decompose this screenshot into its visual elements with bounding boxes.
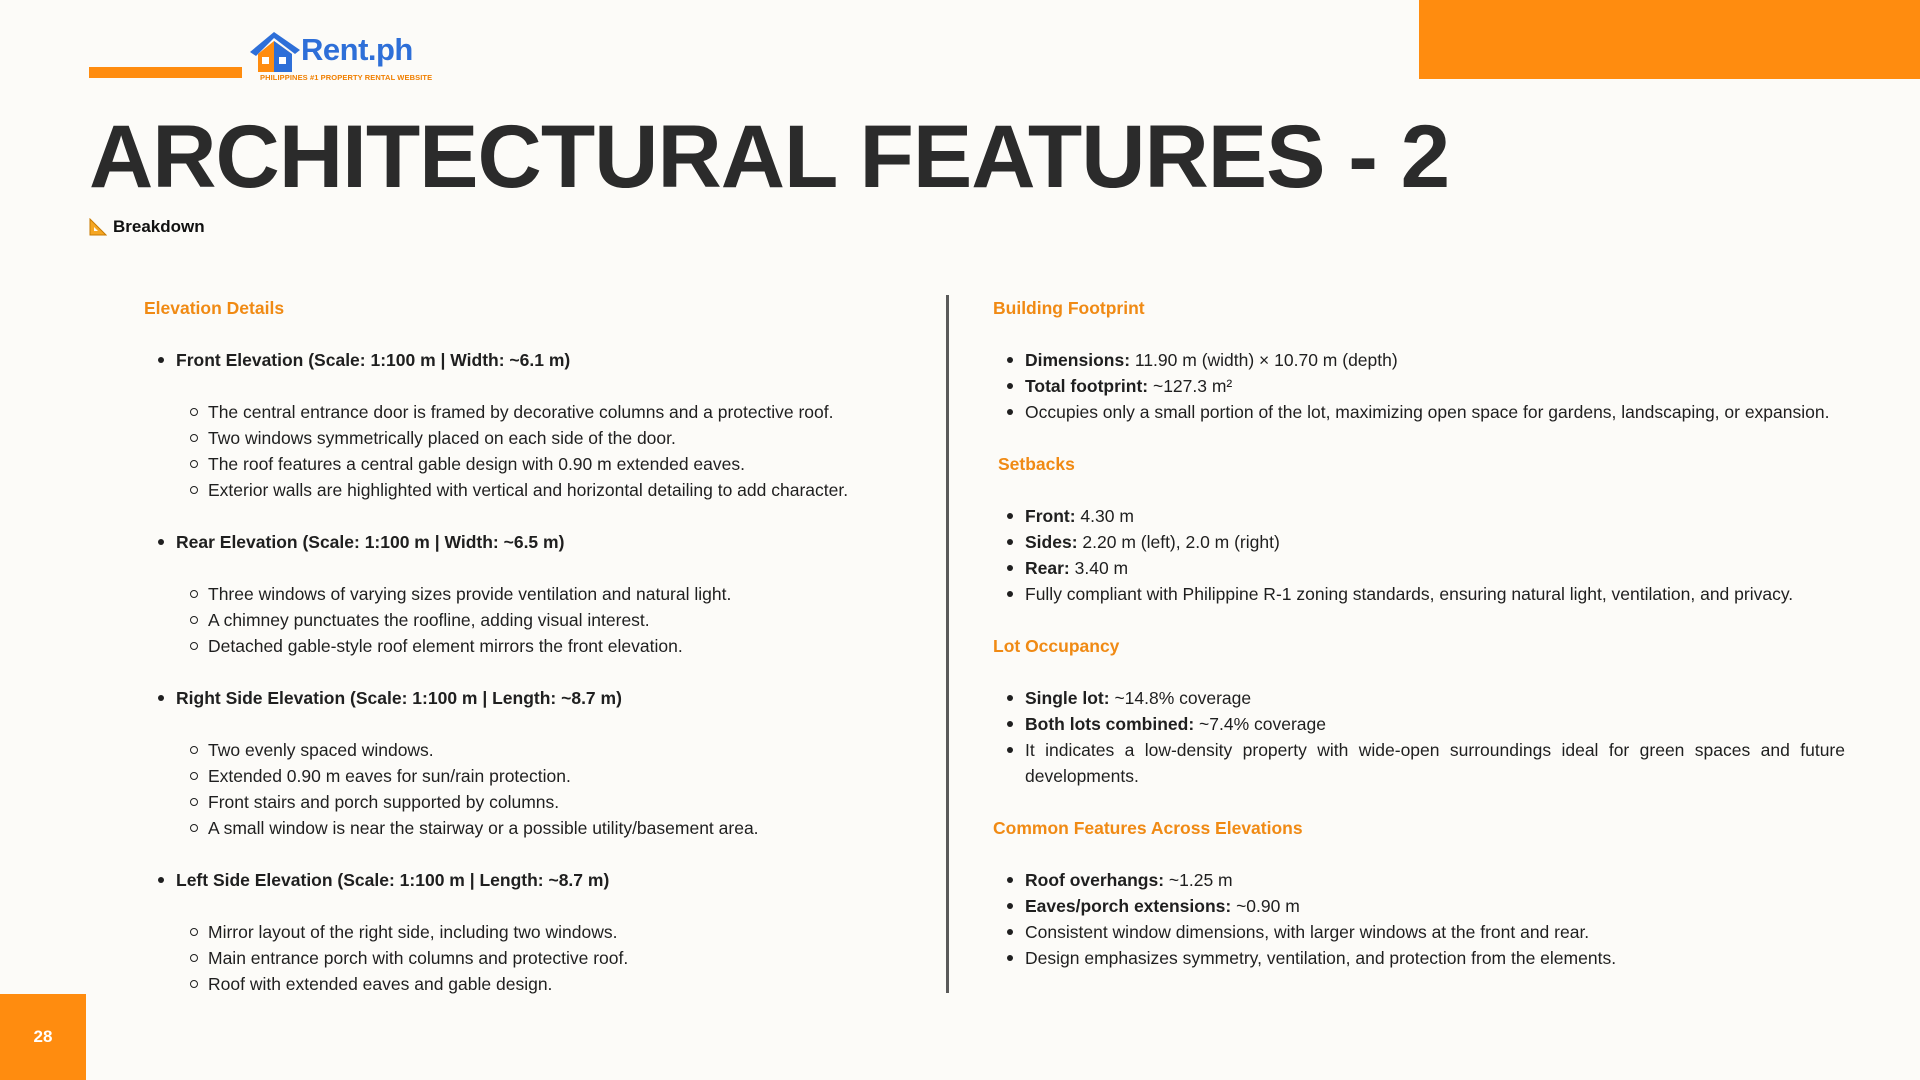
elevation-detail-list [144,737,924,841]
common-item [993,945,1845,971]
elevation-detail-item: Three windows of varying sizes provide ventilation and natural light. [144,581,924,607]
footprint-item-text: ~127.3 m² [1148,376,1233,396]
occupancy-item [993,711,1845,737]
common-item [993,867,1845,893]
house-logo-icon [248,30,302,72]
elevation-detail-list [144,919,924,997]
setbacks-item-label: Front: [1025,506,1076,526]
footprint-item-label: Total footprint: [1025,376,1149,396]
footprint-list [993,347,1845,425]
setbacks-item-text: 4.30 m [1075,506,1134,526]
occupancy-item-label: Single lot: [1025,688,1110,708]
rentph-logo[interactable] [248,30,433,86]
elevation-detail-item: Extended 0.90 m eaves for sun/rain protection. [144,763,924,789]
setbacks-item-text: Fully compliant with Philippine R-1 zoning standards, ensuring natural light, ventilation, and privacy. [1025,584,1794,604]
elevation-detail-item: A chimney punctuates the roofline, adding visual interest. [144,607,924,633]
common-item-text: ~1.25 m [1164,870,1233,890]
elevation-detail-item: The roof features a central gable design with 0.90 m extended eaves. [144,451,924,477]
setbacks-item [993,529,1845,555]
elevation-groups [144,347,924,997]
common-item-text: Design emphasizes symmetry, ventilation, and protection from the elements. [1025,948,1617,968]
elevation-title-item [144,529,924,555]
elevation-detail-list [144,399,924,503]
occupancy-item-text: It indicates a low-density property with wide-open surroundings ideal for green spaces and future developments. [1025,740,1845,786]
logo-wordmark: Rent.ph [301,32,413,67]
common-item-label: Roof overhangs: [1025,870,1165,890]
common-features-list [993,867,1845,971]
elevation-detail-item: Mirror layout of the right side, including two windows. [144,919,924,945]
footprint-item-text: 11.90 m (width) × 10.70 m (depth) [1130,350,1398,370]
elevation-group [144,529,924,555]
elevation-title: Left Side Elevation (Scale: 1:100 m | Length: ~8.7 m) [176,870,610,890]
section-heading-footprint: Building Footprint [993,298,1145,318]
elevation-details-column [144,295,924,997]
footprint-item [993,347,1845,373]
elevation-title-item [144,685,924,711]
common-item-text: Consistent window dimensions, with larger windows at the front and rear. [1025,922,1590,942]
elevation-title: Front Elevation (Scale: 1:100 m | Width: ~6.1 m) [176,350,571,370]
occupancy-item-text: ~7.4% coverage [1194,714,1326,734]
occupancy-item-label: Both lots combined: [1025,714,1195,734]
elevation-detail-item: Detached gable-style roof element mirrors the front elevation. [144,633,924,659]
footprint-item-text: Occupies only a small portion of the lot, maximizing open space for gardens, landscaping, or expansion. [1025,402,1830,422]
elevation-title-item [144,867,924,893]
elevation-detail-item: Front stairs and porch supported by columns. [144,789,924,815]
page-subtitle [89,217,205,237]
elevation-detail-item: Roof with extended eaves and gable design. [144,971,924,997]
elevation-detail-item: Exterior walls are highlighted with vertical and horizontal detailing to add character. [144,477,924,503]
common-item-text: ~0.90 m [1231,896,1300,916]
elevation-detail-item: A small window is near the stairway or a possible utility/basement area. [144,815,924,841]
setbacks-item-text: 2.20 m (left), 2.0 m (right) [1077,532,1280,552]
elevation-detail-item: Main entrance porch with columns and protective roof. [144,945,924,971]
setbacks-item [993,503,1845,529]
elevation-group [144,347,924,373]
footprint-item-label: Dimensions: [1025,350,1131,370]
elevation-group [144,685,924,711]
section-heading-occupancy: Lot Occupancy [993,636,1120,656]
page-number: 28 [0,994,86,1080]
setbacks-item-label: Sides: [1025,532,1078,552]
column-divider [946,295,949,993]
elevation-title-item [144,347,924,373]
setbacks-list [993,503,1845,607]
elevation-group [144,867,924,893]
footprint-column [993,295,1845,971]
header-accent-block [1419,0,1920,79]
common-item-label: Eaves/porch extensions: [1025,896,1232,916]
setbacks-item [993,581,1845,607]
footprint-item [993,399,1845,425]
occupancy-item [993,737,1845,789]
page-title: ARCHITECTURAL FEATURES - 2 [89,106,1450,206]
occupancy-item-text: ~14.8% coverage [1109,688,1252,708]
section-heading-common: Common Features Across Elevations [993,818,1303,838]
elevation-title: Rear Elevation (Scale: 1:100 m | Width: ~6.5 m) [176,532,565,552]
occupancy-list [993,685,1845,789]
setbacks-item-label: Rear: [1025,558,1070,578]
footprint-item [993,373,1845,399]
section-heading-elevation: Elevation Details [144,298,285,318]
common-item [993,919,1845,945]
occupancy-item [993,685,1845,711]
common-item [993,893,1845,919]
elevation-detail-item: Two evenly spaced windows. [144,737,924,763]
triangular-ruler-icon [89,218,107,236]
setbacks-item-text: 3.40 m [1069,558,1129,578]
setbacks-item [993,555,1845,581]
section-heading-setbacks: Setbacks [998,454,1075,474]
header-accent-line [89,67,242,78]
subtitle-text: Breakdown [113,217,205,236]
elevation-detail-item: The central entrance door is framed by decorative columns and a protective roof. [144,399,924,425]
elevation-detail-item: Two windows symmetrically placed on each side of the door. [144,425,924,451]
logo-tagline: PHILIPPINES #1 PROPERTY RENTAL WEBSITE [260,73,433,82]
elevation-detail-list [144,581,924,659]
elevation-title: Right Side Elevation (Scale: 1:100 m | Length: ~8.7 m) [176,688,622,708]
